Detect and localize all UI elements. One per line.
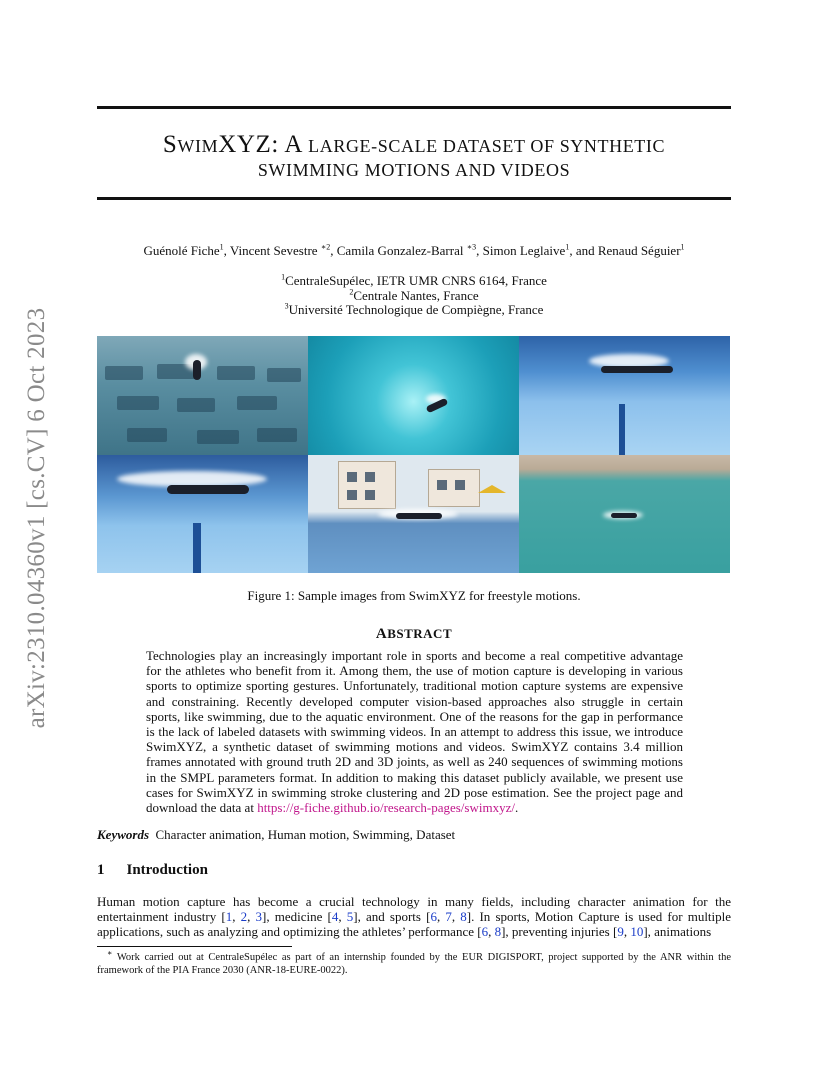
intro-text: ], medicine [: [262, 909, 332, 925]
title-xyz: XYZ: A: [218, 131, 304, 158]
intro-text: ], preventing injuries [: [501, 924, 618, 940]
intro-text: ]. In sports, Motion Capture is used for multiple applications, such as analyzing and optimizing the athletes’ performance [: [97, 909, 732, 940]
author-name: Vincent Sevestre: [229, 243, 321, 258]
swimmer-figure: [167, 485, 249, 494]
pool-tile: [267, 368, 301, 382]
citation-link[interactable]: 6: [430, 909, 437, 925]
affiliation-1-sup: 1: [281, 272, 286, 282]
section-heading: [97, 862, 208, 879]
introduction-paragraph: Human motion capture has become a crucial technology in many fields, including character animation for the entertainment industry [1, 2, 3], medicine [4, 5], and sports [6, 7, 8]. In sports, Motion Capture is used for multiple applications, such as analyzing and optimizing the athletes’ performance [6, 8], preventing injuries [9, 10], animations: [97, 894, 732, 940]
affiliation-3-sup: 3: [284, 301, 289, 311]
pool-tile: [105, 366, 143, 380]
figure-1-image-grid: [97, 336, 730, 573]
section-title: Introduction: [126, 862, 208, 878]
author-list: [97, 243, 731, 258]
footnote-text: Work carried out at CentraleSupélec as part of an internship founded by the EUR DIGISPORT, project supported by the ANR within the framework of the PIA France 2030 (ANR-18-EURE-0022).: [97, 952, 731, 976]
affiliation-2-sup: 2: [349, 287, 354, 297]
intro-text: Human motion capture has become a crucial technology in many fields, including character animation for the entertainment industry [: [97, 894, 731, 925]
author-name: Guénolé Fiche: [143, 243, 220, 258]
affiliation-1-text: CentraleSupélec, IETR UMR CNRS 6164, France: [285, 273, 547, 288]
arxiv-identifier-stamp: arXiv:2310.04360v1 [cs.CV] 6 Oct 2023: [23, 307, 50, 729]
window: [347, 472, 357, 482]
pool-tile: [217, 366, 255, 380]
title-bottom-rule: [97, 197, 731, 200]
swimmer-figure: [601, 366, 673, 373]
citation-link[interactable]: 3: [255, 909, 263, 925]
pool-tile: [177, 398, 215, 412]
citation-link[interactable]: 10: [630, 924, 644, 940]
figure-panel-outdoor-pool-teal: [519, 455, 730, 573]
title-cap-s: S: [162, 131, 178, 158]
abstract-heading-cap: A: [375, 626, 388, 642]
swimmer-figure: [396, 513, 442, 519]
swimmer-figure: [611, 513, 637, 518]
intro-text: ], animations: [643, 924, 712, 940]
window: [365, 490, 375, 500]
footnote-rule: [97, 946, 292, 947]
author-separator: ,: [223, 243, 230, 258]
figure-panel-overhead-pool-view: [308, 336, 519, 455]
window: [347, 490, 357, 500]
keywords-label: Keywords: [97, 827, 149, 842]
pool-tile: [127, 428, 167, 442]
swimmer-figure: [193, 360, 201, 380]
keywords-line: [97, 827, 731, 842]
lane-line: [193, 523, 201, 573]
paper-title-line-1: [97, 131, 731, 159]
figure-1-caption: Figure 1: Sample images from SwimXYZ for freestyle motions.: [247, 588, 581, 603]
citation-link[interactable]: 4: [331, 909, 339, 925]
citation-link[interactable]: 1: [225, 909, 233, 925]
title-top-rule: [97, 106, 731, 109]
author-affiliation-sup: 1: [565, 242, 570, 252]
section-number: 1: [97, 862, 105, 878]
project-page-link[interactable]: https://g-fiche.github.io/research-pages/swimxyz/: [257, 800, 515, 816]
author-affiliation-sup: 1: [219, 242, 224, 252]
author-separator: , and: [569, 243, 598, 258]
title-line1-rest: LARGE-SCALE DATASET OF SYNTHETIC: [303, 136, 666, 156]
window: [455, 480, 465, 490]
building: [338, 461, 396, 509]
citation-link[interactable]: 6: [481, 924, 489, 940]
citation-link[interactable]: 8: [494, 924, 502, 940]
abstract-text-end: .: [514, 800, 519, 816]
author-name: Camila Gonzalez-Barral: [336, 243, 467, 258]
affiliation-1: [97, 273, 731, 288]
building: [428, 469, 480, 507]
footnote: [97, 948, 731, 977]
affiliation-2-text: Centrale Nantes, France: [353, 288, 479, 303]
parasol: [478, 485, 506, 493]
figure-panel-underwater-side-view-2: [97, 455, 308, 573]
abstract-heading: [97, 626, 731, 642]
figure-panel-underwater-pool-view: [97, 336, 308, 455]
author-name: Renaud Séguier: [597, 243, 681, 258]
window: [365, 472, 375, 482]
citation-link[interactable]: 7: [445, 909, 452, 925]
abstract-body: [146, 648, 683, 815]
abstract-text: Technologies play an increasingly important role in sports and become a real competitive advantage for the athletes who benefit from it. Among them, the use of motion capture is developing in various sports to optimize sporting gestures. Unfortunately, traditional motion capture systems are expensive and constraining. Recently developed computer vision-based approaches also struggle in certain sports, like swimming, due to the aquatic environment. One of the reasons for the gap in performance is the lack of labeled datasets with swimming videos. In an attempt to address this issue, we introduce SwimXYZ, a synthetic dataset of swimming motions and videos. SwimXYZ contains 3.4 million frames annotated with ground truth 2D and 3D joints, as well as 240 sequences of swimming motions in the SMPL parameters format. In addition to making this dataset publicly available, we present use cases for SwimXYZ in swimming stroke clustering and 2D pose estimation. See the project page and download the data at: [146, 648, 683, 816]
keywords-text: Character animation, Human motion, Swimming, Dataset: [155, 827, 456, 842]
pool-tile: [197, 430, 239, 444]
lane-line: [619, 404, 625, 455]
author-separator: ,: [330, 243, 337, 258]
abstract-heading-rest: BSTRACT: [387, 626, 453, 641]
figure-panel-underwater-side-view: [519, 336, 730, 455]
figure-panel-outdoor-pool-buildings: [308, 455, 519, 573]
affiliation-3: [97, 302, 731, 317]
citation-link[interactable]: 2: [240, 909, 248, 925]
pool-tile: [117, 396, 159, 410]
author-affiliation-sup: ∗2: [320, 242, 331, 252]
author-name: Simon Leglaive: [482, 243, 566, 258]
citation-link[interactable]: 9: [617, 924, 624, 940]
title-sc-wim: WIM: [177, 136, 219, 156]
author-separator: ,: [476, 243, 483, 258]
pool-tile: [237, 396, 277, 410]
intro-text: ], and sports [: [353, 909, 431, 925]
footnote-mark: ∗: [107, 948, 113, 958]
citation-link[interactable]: 5: [346, 909, 354, 925]
pool-tile: [257, 428, 297, 442]
author-affiliation-sup: 1: [680, 242, 685, 252]
affiliation-2: [97, 288, 731, 303]
paper-title-line-2: SWIMMING MOTIONS AND VIDEOS: [257, 160, 571, 180]
author-affiliation-sup: ∗3: [466, 242, 477, 252]
affiliation-3-text: Université Technologique de Compiègne, France: [288, 302, 544, 317]
citation-link[interactable]: 8: [460, 909, 467, 925]
window: [437, 480, 447, 490]
